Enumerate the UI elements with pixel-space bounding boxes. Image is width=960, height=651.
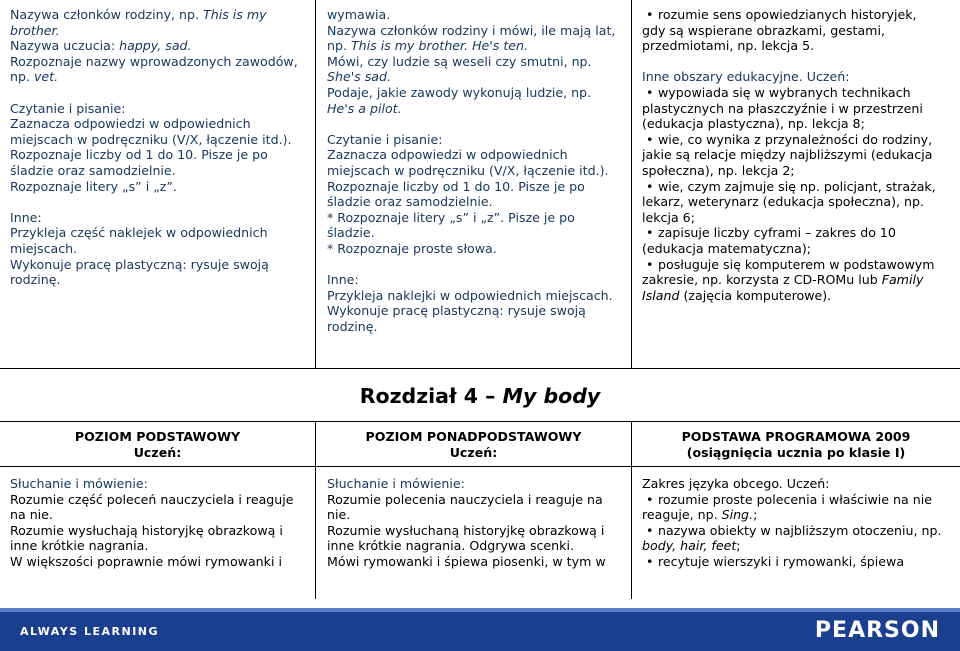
text-line: inne krótkie nagrania. Odgrywa scenki. — [327, 538, 574, 554]
text-italic: He's a pilot. — [327, 100, 402, 116]
text-italic: Island — [642, 287, 680, 303]
text-line: Wykonuje pracę plastyczną: rysuje swoją — [327, 303, 586, 319]
text-line: śladzie oraz samodzielnie. — [327, 194, 493, 210]
header-advanced-level: POZIOM PONADPODSTAWOWY Uczeń: — [316, 422, 632, 466]
bullet-item: • zapisuje liczby cyframi – zakres do 10 — [642, 225, 952, 241]
text-line: inne krótkie nagrania. — [10, 538, 149, 554]
text-italic: Family — [881, 272, 924, 288]
text-line: zakresie, np. korzysta z CD-ROMu lub — [642, 272, 882, 288]
text-line: miejscach. — [10, 240, 78, 256]
text-line: społeczna), np. lekcja 2; — [642, 162, 795, 178]
bottom-col-advanced — [316, 466, 632, 599]
bullet-item: • recytuje wierszyki i rymowanki, śpiewa — [642, 554, 952, 570]
top-col-curriculum — [632, 0, 960, 368]
section-heading: Inne: — [10, 209, 42, 225]
bullet-item: • wypowiada się w wybranych technikach — [642, 85, 952, 101]
text-italic: This is my brother. He's ten. — [350, 38, 528, 54]
text-line: Przykleja naklejki w odpowiednich miejscach. — [327, 287, 613, 303]
section-heading: Słuchanie i mówienie: — [327, 476, 465, 491]
bullet-item: • rozumie sens opowiedzianych historyjek, — [642, 7, 952, 23]
text-line: wymawia. — [327, 7, 391, 22]
bullet-item: • wie, co wynika z przynależności do rodziny, — [642, 132, 952, 148]
top-col-advanced — [316, 0, 632, 368]
bullet-item: • rozumie proste polecenia i właściwie na nie — [642, 492, 952, 508]
text-line: Nazywa członków rodziny, np. — [10, 7, 204, 22]
text-line: lekcja 6; — [642, 209, 695, 225]
text-line: Rozpoznaje liczby od 1 do 10. Pisze je po — [10, 147, 268, 163]
bullet-item: • wie, czym zajmuje się np. policjant, strażak, — [642, 179, 952, 195]
text-line: Rozpoznaje litery „s” i „z”. — [10, 178, 177, 194]
bottom-table — [0, 422, 960, 599]
bottom-col-curriculum: Zakres języka obcego. Uczeń: • rozumie proste polecenia i właściwie na nie reaguje, np. Sing.; • nazywa obiekty w najbliższym otoczeniu, np. body, hair, feet; • recytuje wierszyki i rymowanki, śpiewa — [632, 466, 960, 599]
text-line: śladzie. — [327, 225, 375, 241]
text-line: * Rozpoznaje proste słowa. — [327, 240, 497, 256]
text-line: (zajęcia komputerowe). — [679, 287, 832, 303]
bullet-item: • nazywa obiekty w najbliższym otoczeniu, np. — [642, 523, 952, 539]
pearson-logo: PEARSON — [814, 618, 940, 643]
text-line: jakie są relacje między najbliższymi (edukacja — [642, 147, 933, 163]
text-line: gdy są wspierane obrazkami, gestami, — [642, 22, 885, 38]
text-line: Rozpoznaje nazwy wprowadzonych zawodów, — [10, 53, 298, 69]
text-line: Nazywa uczucia: — [10, 38, 120, 54]
section-heading: Inne: — [327, 272, 359, 288]
text-line: W większości poprawnie mówi rymowanki i — [10, 553, 282, 569]
text-line: Mówi rymowanki i śpiewa piosenki, w tym w — [327, 553, 606, 569]
text-line: Zakres języka obcego. Uczeń: — [642, 476, 830, 491]
text-line: miejscach w podręczniku (V/X, łączenie itd.). — [327, 162, 609, 178]
text-line: śladzie oraz samodzielnie. — [10, 162, 176, 178]
text-line: Rozumie wysłuchaną historyjkę obrazkową i — [327, 522, 605, 538]
text-line: Rozumie wysłuchają historyjkę obrazkową i — [10, 522, 283, 538]
text-italic: She's sad. — [327, 69, 392, 85]
text-line: Rozpoznaje liczby od 1 do 10. Pisze je po — [327, 178, 585, 194]
text-italic: happy, sad. — [119, 38, 192, 54]
footer-stripe — [0, 608, 960, 612]
text-line: Rozumie część poleceń nauczyciela i reaguje — [10, 491, 294, 507]
text-line: miejscach w podręczniku (V/X, łączenie itd.). — [10, 131, 292, 147]
text-line: przedmiotami, np. lekcja 5. — [642, 38, 815, 54]
bottom-col-basic — [0, 466, 316, 599]
text-line: rodzinę. — [10, 272, 61, 288]
text-line: np. — [10, 69, 34, 85]
text-line: Wykonuje pracę plastyczną: rysuje swoją — [10, 256, 269, 272]
text-line: (edukacja plastyczna), np. lekcja 8; — [642, 116, 865, 132]
text-line: * Rozpoznaje litery „s” i „z”. Pisze je po — [327, 209, 575, 225]
text-line: Zaznacza odpowiedzi w odpowiednich — [327, 147, 568, 163]
text-line: nie. — [327, 507, 351, 523]
section-heading: Czytanie i pisanie: — [327, 131, 443, 147]
text-italic: This is my — [203, 7, 267, 22]
text-italic: brother. — [10, 22, 60, 38]
text-line: Przykleja część naklejek w odpowiednich — [10, 225, 268, 241]
section-heading: Inne obszary edukacyjne. Uczeń: — [642, 69, 850, 85]
text-line: Mówi, czy ludzie są weseli czy smutni, np. — [327, 53, 592, 69]
text-line: Zaznacza odpowiedzi w odpowiednich — [10, 116, 251, 132]
text-line: np. — [327, 38, 351, 54]
text-line: Podaje, jakie zawody wykonują ludzie, np. — [327, 84, 592, 100]
footer-tagline: ALWAYS LEARNING — [20, 625, 160, 638]
text-line: (edukacja matematyczna); — [642, 240, 812, 256]
text-line: Rozumie polecenia nauczyciela i reaguje na — [327, 491, 603, 507]
header-basic-level: POZIOM PODSTAWOWY Uczeń: — [0, 422, 316, 466]
chapter-title: Rozdział 4 – My body — [0, 368, 960, 422]
text-line: rodzinę. — [327, 318, 378, 334]
header-divider — [0, 466, 960, 467]
text-line: lekarz, weterynarz (edukacja społeczna), np. — [642, 194, 924, 210]
top-col-basic — [0, 0, 316, 368]
text-line: plastycznych na płaszczyźnie i w przestrzeni — [642, 100, 923, 116]
section-heading: Czytanie i pisanie: — [10, 100, 126, 116]
text-line: na nie. — [10, 507, 53, 523]
header-curriculum: PODSTAWA PROGRAMOWA 2009 (osiągnięcia ucznia po klasie I) — [681, 429, 911, 460]
footer-bar — [0, 608, 960, 651]
text-italic: vet. — [33, 69, 59, 85]
bullet-item: • posługuje się komputerem w podstawowym — [642, 257, 952, 273]
text-line: Nazywa członków rodziny i mówi, ile mają lat, — [327, 22, 616, 38]
section-heading: Słuchanie i mówienie: — [10, 476, 148, 491]
